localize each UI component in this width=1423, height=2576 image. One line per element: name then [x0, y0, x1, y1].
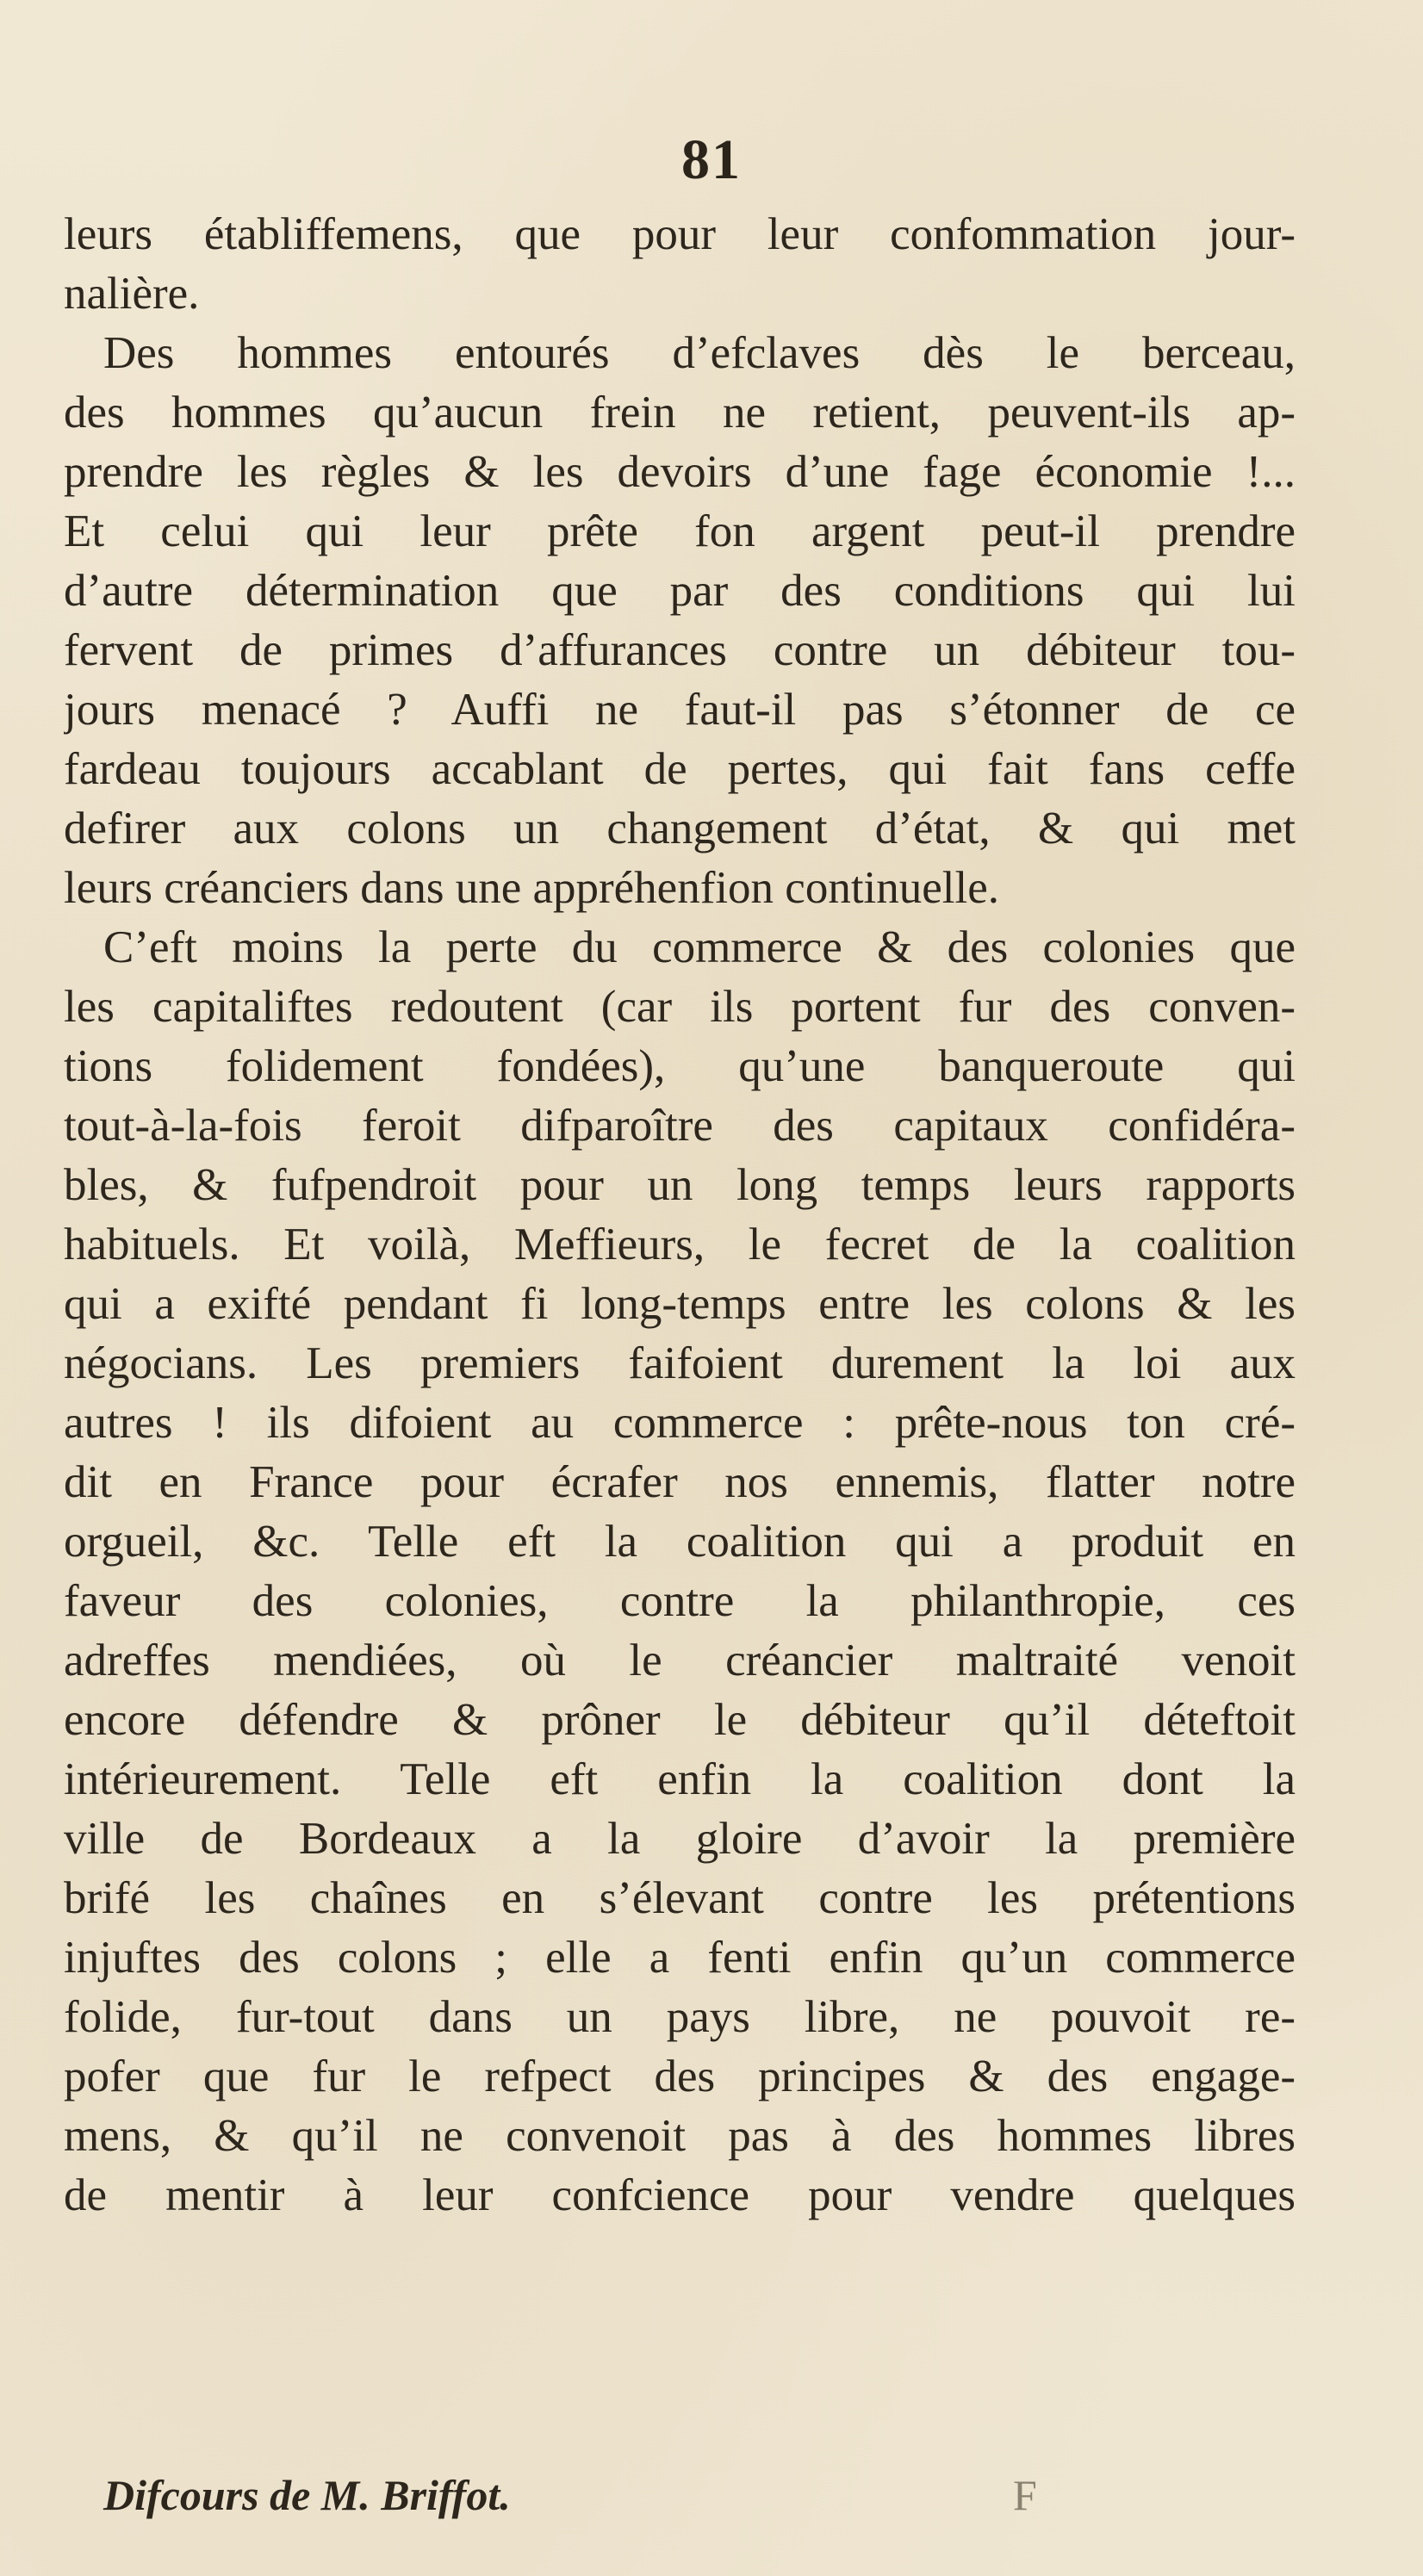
text-line: de mentir à leur confcience pour vendre quelques — [64, 2170, 1296, 2220]
text-line: pofer que fur le refpect des principes & des engage- — [64, 2051, 1296, 2101]
text-line: des hommes qu’aucun frein ne retient, peuvent-ils ap- — [64, 388, 1296, 438]
text-line: jours menacé ? Auffi ne faut-il pas s’étonner de ce — [64, 685, 1296, 735]
text-line: intérieurement. Telle eft enfin la coalition dont la — [64, 1754, 1296, 1804]
text-line: Des hommes entourés d’efclaves dès le berceau, — [103, 328, 1296, 378]
signature-mark: F — [1013, 2471, 1037, 2519]
text-line: injuftes des colons ; elle a fenti enfin qu’un commerce — [64, 1933, 1296, 1983]
page-footer — [0, 2470, 1423, 2530]
text-line: tout-à-la-fois feroit difparoître des capitaux confidéra- — [64, 1101, 1296, 1151]
text-line: folide, fur-tout dans un pays libre, ne pouvoit re- — [64, 1992, 1296, 2042]
text-line: fervent de primes d’affurances contre un débiteur tou- — [64, 625, 1296, 675]
text-line: defirer aux colons un changement d’état, & qui met — [64, 804, 1296, 853]
text-line: orgueil, &c. Telle eft la coalition qui a produit en — [64, 1517, 1296, 1567]
text-line: d’autre détermination que par des conditions qui lui — [64, 566, 1296, 616]
text-line: les capitaliftes redoutent (car ils portent fur des conven- — [64, 982, 1296, 1032]
text-line: leurs établiffemens, que pour leur confommation jour- — [64, 209, 1296, 259]
text-line: habituels. Et voilà, Meffieurs, le fecret de la coalition — [64, 1220, 1296, 1269]
running-footer-title: Difcours de M. Briffot. — [103, 2471, 511, 2519]
body-text — [64, 205, 1296, 2225]
text-line: dit en France pour écrafer nos ennemis, flatter notre — [64, 1457, 1296, 1507]
text-line: brifé les chaînes en s’élevant contre les prétentions — [64, 1873, 1296, 1923]
text-line: fardeau toujours accablant de pertes, qui fait fans ceffe — [64, 744, 1296, 794]
text-line: C’eft moins la perte du commerce & des colonies que — [103, 922, 1296, 972]
text-line: faveur des colonies, contre la philanthropie, ces — [64, 1576, 1296, 1626]
text-line: mens, & qu’il ne convenoit pas à des hommes libres — [64, 2111, 1296, 2161]
text-line: leurs créanciers dans une appréhenfion continuelle. — [64, 863, 1000, 913]
text-line: nalière. — [64, 269, 200, 319]
text-line: négocians. Les premiers faifoient durement la loi aux — [64, 1338, 1296, 1388]
page-number: 81 — [681, 128, 742, 191]
text-line: encore défendre & prôner le débiteur qu’il déteftoit — [64, 1695, 1296, 1745]
text-line: ville de Bordeaux a la gloire d’avoir la première — [64, 1814, 1296, 1864]
text-line: autres ! ils difoient au commerce : prête-nous ton cré- — [64, 1398, 1296, 1448]
text-line: tions folidement fondées), qu’une banqueroute qui — [64, 1041, 1296, 1091]
text-line: qui a exifté pendant fi long-temps entre les colons & les — [64, 1279, 1296, 1329]
text-line: bles, & fufpendroit pour un long temps leurs rapports — [64, 1160, 1296, 1210]
text-line: adreffes mendiées, où le créancier maltraité venoit — [64, 1636, 1296, 1685]
text-line: Et celui qui leur prête fon argent peut-il prendre — [64, 506, 1296, 556]
text-line: prendre les règles & les devoirs d’une fage économie !... — [64, 447, 1296, 497]
